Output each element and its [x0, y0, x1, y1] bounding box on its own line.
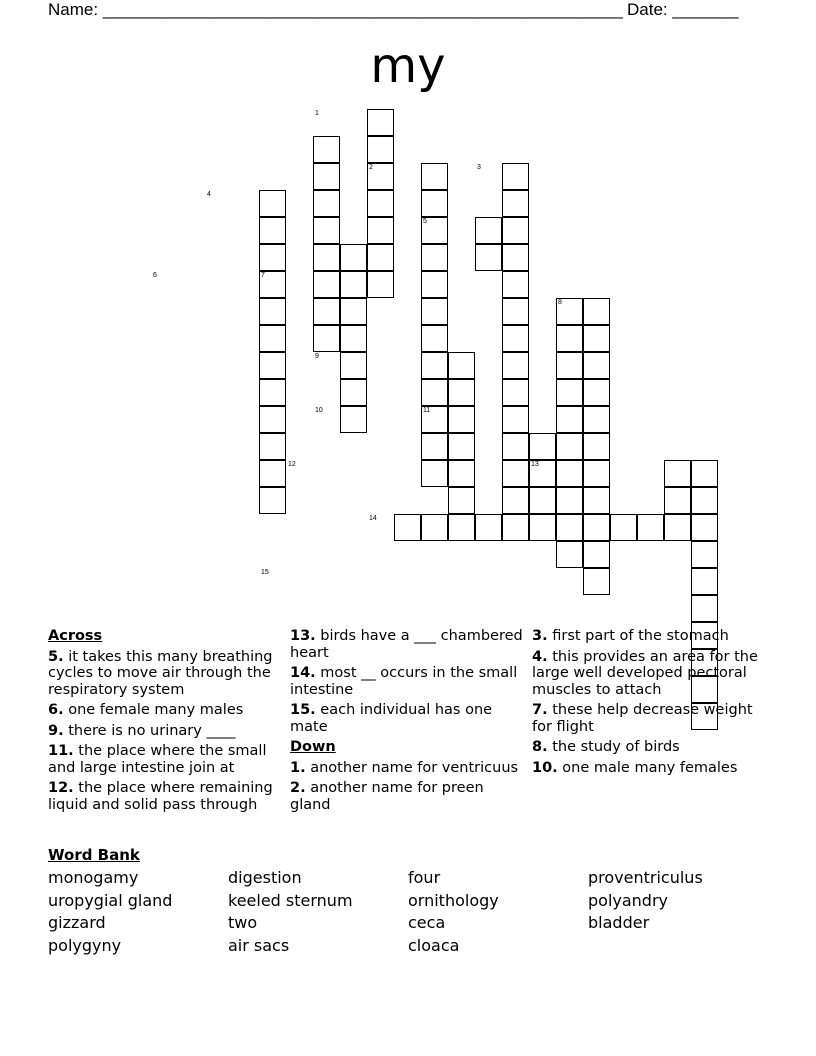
grid-cell[interactable] — [448, 514, 475, 541]
grid-cell[interactable] — [313, 217, 340, 244]
word-bank-item: proventriculus — [588, 868, 703, 887]
clue-number: 2 — [369, 164, 373, 171]
grid-cell[interactable] — [367, 109, 394, 136]
down-clue — [532, 702, 772, 735]
grid-cell[interactable] — [502, 244, 529, 271]
clue-number-label: 2. — [290, 780, 306, 796]
grid-cell[interactable] — [340, 406, 367, 433]
word-bank-item: gizzard — [48, 913, 106, 932]
grid-cell[interactable] — [421, 271, 448, 298]
grid-cell[interactable] — [367, 217, 394, 244]
grid-cell[interactable] — [259, 487, 286, 514]
clues-column-1 — [48, 628, 283, 817]
grid-cell[interactable] — [556, 514, 583, 541]
grid-cell[interactable] — [583, 460, 610, 487]
grid-cell[interactable] — [340, 244, 367, 271]
across-clue — [48, 649, 283, 699]
clue-number: 12 — [288, 461, 296, 468]
clue-number: 13 — [531, 461, 539, 468]
grid-cell[interactable] — [448, 433, 475, 460]
grid-cell[interactable] — [556, 325, 583, 352]
grid-cell[interactable] — [583, 433, 610, 460]
grid-cell[interactable] — [259, 379, 286, 406]
clue-text: one female many males — [63, 702, 244, 718]
grid-cell[interactable] — [556, 433, 583, 460]
across-clue — [48, 702, 283, 719]
down-clue — [290, 760, 525, 777]
down-clue — [290, 780, 525, 813]
grid-cell[interactable] — [502, 325, 529, 352]
grid-cell[interactable] — [502, 433, 529, 460]
grid-cell[interactable] — [502, 487, 529, 514]
clue-number-label: 5. — [48, 648, 64, 665]
grid-cell[interactable] — [502, 298, 529, 325]
grid-cell[interactable] — [448, 460, 475, 487]
grid-cell[interactable] — [664, 487, 691, 514]
word-bank-item: four — [408, 868, 441, 887]
clue-number-label: 11. — [48, 743, 74, 759]
grid-cell[interactable] — [340, 271, 367, 298]
grid-cell[interactable] — [367, 271, 394, 298]
clue-number-label: 7. — [532, 702, 548, 718]
clues-column-3 — [532, 628, 772, 780]
grid-cell[interactable] — [583, 487, 610, 514]
grid-cell[interactable] — [340, 325, 367, 352]
clue-number-label: 4. — [532, 648, 548, 665]
clue-text: the place where remaining liquid and solid pass through — [48, 780, 273, 813]
clue-text: these help decrease weight for flight — [532, 702, 753, 735]
grid-cell[interactable] — [313, 298, 340, 325]
word-bank-title: Word Bank — [48, 846, 140, 864]
clue-text: there is no urinary ____ — [63, 722, 236, 739]
clue-number: 1 — [315, 110, 319, 117]
grid-cell[interactable] — [421, 514, 448, 541]
grid-cell[interactable] — [691, 487, 718, 514]
grid-cell[interactable] — [529, 433, 556, 460]
word-bank-item: polygyny — [48, 935, 122, 955]
clue-text: another name for preen gland — [290, 780, 484, 813]
grid-cell[interactable] — [448, 406, 475, 433]
clue-number-label: 9. — [48, 722, 64, 739]
across-clue — [290, 628, 525, 661]
grid-cell[interactable] — [259, 352, 286, 379]
grid-cell[interactable] — [502, 217, 529, 244]
clue-number: 3 — [477, 164, 481, 171]
clue-number-label: 3. — [532, 628, 548, 644]
grid-cell[interactable] — [421, 460, 448, 487]
grid-cell[interactable] — [502, 379, 529, 406]
grid-cell[interactable] — [583, 352, 610, 379]
grid-cell[interactable] — [448, 379, 475, 406]
grid-cell[interactable] — [313, 325, 340, 352]
grid-cell[interactable] — [421, 433, 448, 460]
grid-cell[interactable] — [664, 460, 691, 487]
word-bank-item: digestion — [228, 868, 302, 887]
down-clue — [532, 739, 772, 756]
across-clue — [48, 743, 283, 776]
grid-cell[interactable] — [583, 298, 610, 325]
grid-cell[interactable] — [259, 244, 286, 271]
grid-cell[interactable] — [556, 541, 583, 568]
grid-cell[interactable] — [340, 379, 367, 406]
clue-number: 6 — [153, 272, 157, 279]
across-clue — [290, 665, 525, 698]
clue-number-label: 8. — [532, 739, 548, 755]
grid-cell[interactable] — [502, 352, 529, 379]
clue-text: each individual has one mate — [290, 702, 493, 735]
grid-cell[interactable] — [367, 136, 394, 163]
clue-number: 4 — [207, 191, 211, 198]
grid-cell[interactable] — [502, 271, 529, 298]
grid-cell[interactable] — [610, 514, 637, 541]
grid-cell[interactable] — [259, 406, 286, 433]
grid-cell[interactable] — [664, 514, 691, 541]
grid-cell[interactable] — [313, 271, 340, 298]
grid-cell[interactable] — [448, 352, 475, 379]
grid-cell[interactable] — [529, 487, 556, 514]
grid-cell[interactable] — [448, 487, 475, 514]
page-title: my — [370, 38, 446, 94]
grid-cell[interactable] — [313, 190, 340, 217]
grid-cell[interactable] — [259, 325, 286, 352]
grid-cell[interactable] — [529, 514, 556, 541]
clue-number-label: 13. — [290, 628, 316, 644]
grid-cell[interactable] — [313, 163, 340, 190]
word-bank-item: uropygial gland — [48, 890, 173, 910]
grid-cell[interactable] — [583, 379, 610, 406]
grid-cell[interactable] — [259, 433, 286, 460]
grid-cell[interactable] — [421, 190, 448, 217]
clue-number: 10 — [315, 407, 323, 414]
word-bank-item: monogamy — [48, 868, 139, 887]
word-bank-item: two — [228, 913, 258, 932]
grid-cell[interactable] — [340, 352, 367, 379]
grid-cell[interactable] — [475, 244, 502, 271]
grid-cell[interactable] — [367, 244, 394, 271]
grid-cell[interactable] — [691, 460, 718, 487]
clue-text: the study of birds — [547, 739, 680, 755]
clue-number: 15 — [261, 569, 269, 576]
grid-cell[interactable] — [313, 244, 340, 271]
across-clue — [48, 723, 283, 740]
grid-cell[interactable] — [691, 595, 718, 622]
word-bank-item: ceca — [408, 913, 446, 932]
grid-cell[interactable] — [556, 352, 583, 379]
clue-number: 8 — [558, 299, 562, 306]
down-title: Down — [290, 739, 336, 755]
word-bank-item: keeled sternum — [228, 890, 353, 910]
grid-cell[interactable] — [475, 217, 502, 244]
grid-cell[interactable] — [313, 136, 340, 163]
down-clue — [532, 649, 772, 699]
clue-text: it takes this many breathing cycles to move air through the respiratory system — [48, 648, 273, 698]
clue-number: 5 — [423, 218, 427, 225]
across-clue — [290, 702, 525, 735]
grid-cell[interactable] — [421, 352, 448, 379]
word-bank-item: polyandry — [588, 890, 669, 910]
grid-cell[interactable] — [421, 325, 448, 352]
clue-text: most __ occurs in the small intestine — [290, 665, 518, 698]
name-field-label: Name: _______________________________________________________ — [48, 0, 623, 19]
word-bank-item: ornithology — [408, 890, 499, 910]
clue-number-label: 10. — [532, 759, 558, 776]
clue-text: birds have a ___ chambered heart — [290, 628, 523, 661]
word-bank-item: air sacs — [228, 935, 290, 955]
clue-text: the place where the small and large intestine join at — [48, 743, 267, 776]
grid-cell[interactable] — [583, 514, 610, 541]
clue-number-label: 1. — [290, 759, 306, 776]
clue-number: 14 — [369, 515, 377, 522]
grid-cell[interactable] — [259, 460, 286, 487]
grid-cell[interactable] — [394, 514, 421, 541]
down-clue — [532, 760, 772, 777]
grid-cell[interactable] — [421, 298, 448, 325]
grid-cell[interactable] — [421, 163, 448, 190]
word-bank-item: bladder — [588, 913, 650, 932]
grid-cell[interactable] — [583, 325, 610, 352]
clue-number-label: 12. — [48, 780, 74, 796]
grid-cell[interactable] — [556, 460, 583, 487]
grid-cell[interactable] — [583, 541, 610, 568]
grid-cell[interactable] — [502, 163, 529, 190]
clue-text: one male many females — [557, 759, 738, 776]
clue-text: this provides an area for the large well developed pectoral muscles to attach — [532, 648, 758, 698]
grid-cell[interactable] — [367, 190, 394, 217]
clue-text: another name for ventricuus — [305, 759, 519, 776]
grid-cell[interactable] — [340, 298, 367, 325]
grid-cell[interactable] — [421, 244, 448, 271]
clue-number-label: 6. — [48, 702, 64, 718]
grid-cell[interactable] — [502, 406, 529, 433]
down-clue — [532, 628, 772, 645]
grid-cell[interactable] — [583, 568, 610, 595]
grid-cell[interactable] — [259, 217, 286, 244]
word-bank-item: cloaca — [408, 935, 460, 955]
grid-cell[interactable] — [502, 514, 529, 541]
grid-cell[interactable] — [691, 568, 718, 595]
grid-cell[interactable] — [637, 514, 664, 541]
across-title: Across — [48, 628, 103, 644]
across-clue — [48, 780, 283, 813]
clue-number: 9 — [315, 353, 319, 360]
grid-cell[interactable] — [556, 379, 583, 406]
grid-cell[interactable] — [475, 514, 502, 541]
grid-cell[interactable] — [556, 487, 583, 514]
grid-cell[interactable] — [421, 379, 448, 406]
grid-cell[interactable] — [259, 298, 286, 325]
clue-number-label: 14. — [290, 665, 316, 681]
clue-number-label: 15. — [290, 702, 316, 718]
date-field-label: Date: _______ — [627, 0, 739, 19]
clue-text: first part of the stomach — [547, 628, 729, 644]
grid-cell[interactable] — [502, 190, 529, 217]
grid-cell[interactable] — [556, 406, 583, 433]
grid-cell[interactable] — [583, 406, 610, 433]
clue-number: 7 — [261, 272, 265, 279]
grid-cell[interactable] — [259, 190, 286, 217]
clues-column-2 — [290, 628, 525, 817]
grid-cell[interactable] — [502, 460, 529, 487]
clue-number: 11 — [423, 407, 431, 414]
grid-cell[interactable] — [691, 514, 718, 541]
grid-cell[interactable] — [691, 541, 718, 568]
